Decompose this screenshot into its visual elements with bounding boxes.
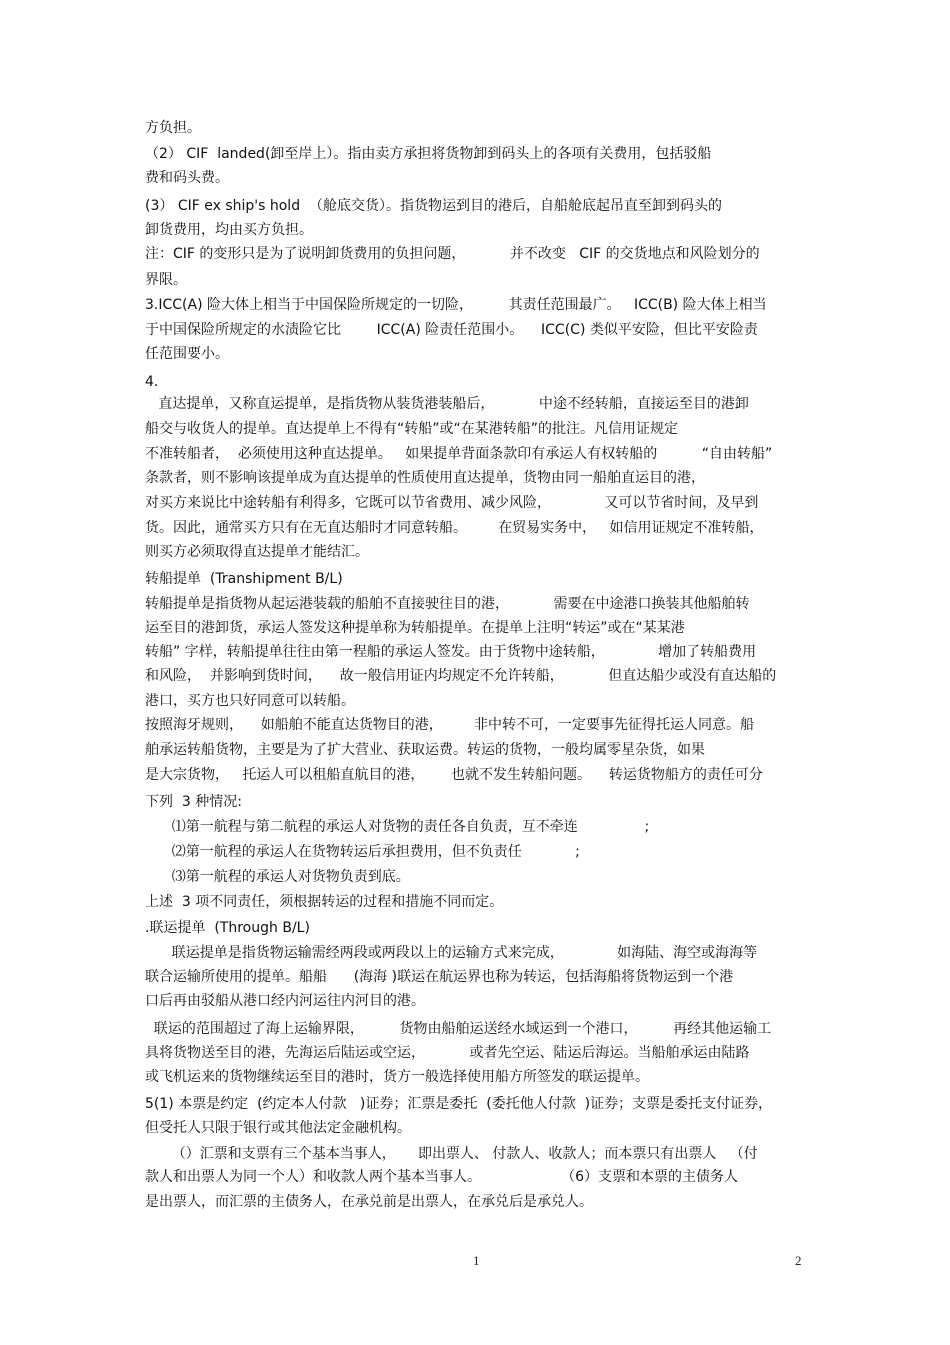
page-number: 1 — [473, 1253, 480, 1268]
text-line: 下列 3 种情况: — [145, 794, 242, 810]
text-line: 3.ICC(A) 险大体上相当于中国保险所规定的一切险， 其责任范围最广。 ICC(B) 险大体上相当 — [145, 297, 767, 313]
text-line: （2） CIF landed(卸至岸上）。指由卖方承担将货物卸到码头上的各项有关费用，包括驳船 — [145, 146, 712, 162]
text-line: 是大宗货物， 托运人可以租船直航目的港， 也就不发生转船问题。 转运货物船方的责任可分 — [145, 767, 763, 783]
text-line: 费和码头费。 — [145, 170, 229, 186]
text-line: 联运提单是指货物运输需经两段或两段以上的运输方式来完成， 如海陆、海空或海海等 — [145, 945, 758, 961]
text-line: 于中国保险所规定的水渍险它比 ICC(A) 险责任范围小。 ICC(C) 类似平安险，但比平安险责 — [145, 322, 758, 338]
text-line: 联运的范围超过了海上运输界限， 货物由船舶运送经水域运到一个港口， 再经其他运输工 — [145, 1021, 772, 1037]
text-line: 5(1) 本票是约定 (约定本人付款 )证券；汇票是委托 (委托他人付款 )证券；支票是委托支付证券， — [145, 1096, 773, 1112]
text-line: 界限。 — [145, 272, 187, 288]
text-line: 但受托人只限于银行或其他法定金融机构。 — [145, 1120, 411, 1136]
text-line: 卸货费用，均由买方负担。 — [145, 222, 313, 238]
text-line: 联合运输所使用的提单。船船 (海海 )联运在航运界也称为转运，包括海船将货物运到一个港 — [145, 969, 734, 985]
text-line: 上述 3 项不同责任，须根据转运的过程和措施不同而定。 — [145, 894, 504, 910]
text-line: 货。因此，通常买方只有在无直达船时才同意转船。 在贸易实务中， 如信用证规定不准转船， — [145, 520, 764, 536]
text-line: 方负担。 — [145, 120, 201, 136]
text-line: ⑶第一航程的承运人对货物负责到底。 — [145, 869, 410, 885]
text-line: (3） CIF ex ship's hold （舱底交货）。指货物运到目的港后，自船舱底起吊直至卸到码头的 — [145, 198, 722, 214]
text-line: 转船提单是指货物从起运港装载的船舶不直接驶往目的港， 需要在中途港口换装其他船舶转 — [145, 596, 750, 612]
text-line: ⑴第一航程与第二航程的承运人对货物的责任各自负责，互不牵连 ; — [145, 819, 650, 835]
text-line: 舶承运转船货物，主要是为了扩大营业、获取运费。转运的货物，一般均属零星杂货，如果 — [145, 742, 705, 758]
text-line: 运至目的港卸货，承运人签发这种提单称为转船提单。在提单上注明“转运”或在“某某港 — [145, 620, 685, 636]
text-line: 4. — [145, 374, 159, 390]
text-line: 港口，买方也只好同意可以转船。 — [145, 693, 355, 709]
text-line: 不准转船者， 必须使用这种直达提单。 如果提单背面条款印有承运人有权转船的 “自由转船” — [145, 446, 773, 462]
text-line: 则买方必须取得直达提单才能结汇。 — [145, 544, 369, 560]
text-line: 口后再由驳船从港口经内河运往内河目的港。 — [145, 993, 425, 1009]
text-line: 对买方来说比中途转船有利得多，它既可以节省费用、减少风险， 又可以节省时间，及早到 — [145, 495, 759, 511]
page-corner-number: 2 — [795, 1253, 802, 1268]
text-line: ⑵第一航程的承运人在货物转运后承担费用，但不负责任 ; — [145, 844, 580, 860]
text-line: （）汇票和支票有三个基本当事人， 即出票人、 付款人、收款人；而本票只有出票人 （付 — [145, 1146, 758, 1162]
text-line: 款人和出票人为同一个人）和收款人两个基本当事人。 （6）支票和本票的主债务人 — [145, 1169, 739, 1185]
text-line: 按照海牙规则， 如船舶不能直达货物目的港， 非中转不可，一定要事先征得托运人同意。船 — [145, 717, 754, 733]
text-line: 具将货物送至目的港，先海运后陆运或空运， 或者先空运、陆运后海运。当船舶承运由陆路 — [145, 1045, 750, 1061]
text-line: 或飞机运来的货物继续运至目的港时，货方一般选择使用船方所签发的联运提单。 — [145, 1069, 649, 1085]
text-line: 任范围要小。 — [145, 346, 229, 362]
text-line: 直达提单，又称直运提单，是指货物从装货港装船后， 中途不经转船，直接运至目的港卸 — [145, 396, 749, 412]
text-line: 转船提单 (Transhipment B/L) — [145, 571, 343, 587]
text-line: 注：CIF 的变形只是为了说明卸货费用的负担问题， 并不改变 CIF 的交货地点和风险划分的 — [145, 246, 760, 262]
text-line: 转船” 字样，转船提单往往由第一程船的承运人签发。由于货物中途转船， 增加了转船费用 — [145, 644, 757, 660]
text-line: 和风险， 并影响到货时间， 故一般信用证内均规定不允许转船， 但直达船少或没有直达船的 — [145, 668, 777, 684]
text-line: 条款者，则不影响该提单成为直达提单的性质使用直达提单，货物由同一船舶直运目的港， — [145, 470, 705, 486]
text-line: 是出票人，而汇票的主债务人，在承兑前是出票人，在承兑后是承兑人。 — [145, 1194, 593, 1210]
text-line: 船交与收货人的提单。直达提单上不得有“转船”或“在某港转船”的批注。凡信用证规定 — [145, 421, 679, 437]
text-line: .联运提单 (Through B/L) — [145, 920, 310, 936]
